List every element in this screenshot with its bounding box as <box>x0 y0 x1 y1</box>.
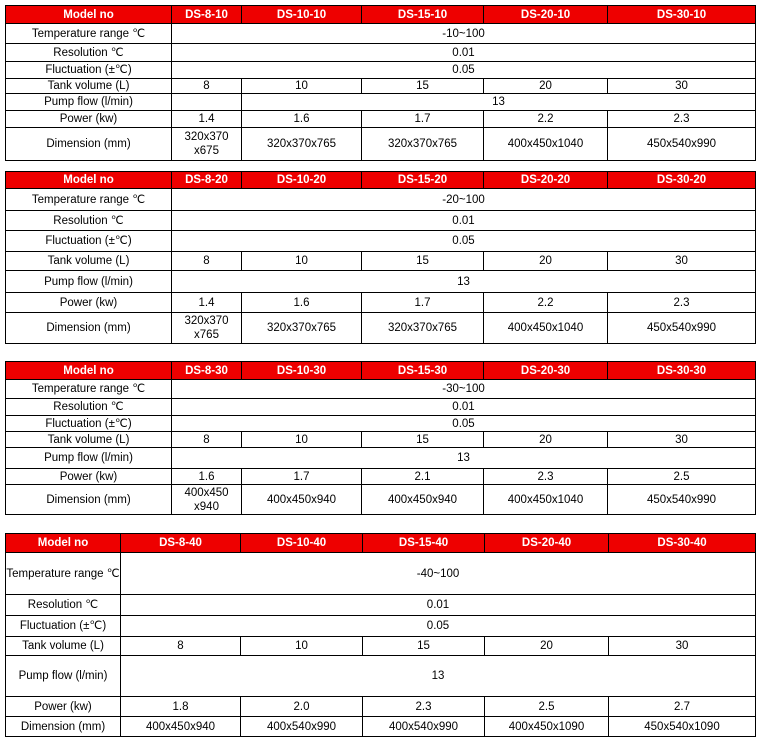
dimension-label: Dimension (mm) <box>6 128 172 161</box>
model-cell: DS-8-40 <box>121 534 241 553</box>
model-no-label: Model no <box>6 362 172 380</box>
tank-value: 30 <box>608 252 756 271</box>
model-cell: DS-15-30 <box>362 362 484 380</box>
resolution-value: 0.01 <box>172 211 756 231</box>
dimension-value: 400x450x940 <box>121 717 241 737</box>
fluctuation-row <box>6 62 756 79</box>
tank-value: 15 <box>362 432 484 448</box>
power-value: 2.5 <box>485 697 609 717</box>
model-cell: DS-10-30 <box>242 362 362 380</box>
dimension-value: 400x450x940 <box>362 485 484 515</box>
resolution-row <box>6 595 756 616</box>
model-cell: DS-8-10 <box>172 6 242 24</box>
model-cell: DS-30-30 <box>608 362 756 380</box>
power-value: 1.4 <box>172 111 242 128</box>
fluctuation-row <box>6 616 756 637</box>
power-value: 1.7 <box>362 111 484 128</box>
fluctuation-label: Fluctuation (±℃) <box>6 231 172 252</box>
dimension-value: 320x370x765 <box>362 128 484 161</box>
resolution-value: 0.01 <box>121 595 756 616</box>
pump-value: 13 <box>172 448 756 469</box>
resolution-label: Resolution ℃ <box>6 595 121 616</box>
tank-value: 20 <box>484 79 608 94</box>
temperature-value: -30~100 <box>172 380 756 399</box>
power-value: 2.2 <box>484 111 608 128</box>
dimension-value: 400x540x990 <box>363 717 485 737</box>
tank-value: 15 <box>362 79 484 94</box>
temperature-label: Temperature range ℃ <box>6 380 172 399</box>
tank-value: 8 <box>172 432 242 448</box>
dimension-value: 400x450x1040 <box>484 485 608 515</box>
temperature-label: Temperature range ℃ <box>6 24 172 44</box>
temperature-value: -20~100 <box>172 189 756 211</box>
power-value: 2.2 <box>484 293 608 313</box>
power-value: 2.0 <box>241 697 363 717</box>
temperature-row <box>6 380 756 399</box>
tank-value: 10 <box>242 432 362 448</box>
pump-row <box>6 271 756 293</box>
pump-label: Pump flow (l/min) <box>6 448 172 469</box>
power-value: 1.6 <box>172 469 242 485</box>
resolution-label: Resolution ℃ <box>6 211 172 231</box>
dimension-label: Dimension (mm) <box>6 313 172 344</box>
dimension-value: 320x370 x765 <box>172 313 242 344</box>
model-cell: DS-20-30 <box>484 362 608 380</box>
power-value: 2.5 <box>608 469 756 485</box>
power-value: 2.3 <box>608 293 756 313</box>
power-value: 2.1 <box>362 469 484 485</box>
power-row <box>6 697 756 717</box>
tank-value: 30 <box>609 637 756 656</box>
fluctuation-value: 0.05 <box>172 416 756 432</box>
dimension-value: 320x370 x675 <box>172 128 242 161</box>
dimension-value: 450x540x990 <box>608 128 756 161</box>
tank-value: 15 <box>363 637 485 656</box>
model-cell: DS-15-20 <box>362 172 484 189</box>
power-value: 1.7 <box>362 293 484 313</box>
resolution-value: 0.01 <box>172 44 756 62</box>
tank-value: 30 <box>608 432 756 448</box>
pump-row <box>6 94 756 111</box>
pump-value: 13 <box>242 94 756 111</box>
dimension-value: 320x370x765 <box>242 313 362 344</box>
pump-label: Pump flow (l/min) <box>6 656 121 697</box>
power-label: Power (kw) <box>6 111 172 128</box>
fluctuation-value: 0.05 <box>172 231 756 252</box>
pump-value: 13 <box>172 271 756 293</box>
fluctuation-value: 0.05 <box>172 62 756 79</box>
dimension-value: 450x540x990 <box>608 485 756 515</box>
temperature-label: Temperature range ℃ <box>6 189 172 211</box>
model-cell: DS-30-40 <box>609 534 756 553</box>
temperature-value: -40~100 <box>121 553 756 595</box>
power-value: 1.6 <box>242 111 362 128</box>
header-row <box>6 362 756 380</box>
tank-label: Tank volume (L) <box>6 252 172 271</box>
model-cell: DS-10-20 <box>242 172 362 189</box>
power-value: 2.3 <box>608 111 756 128</box>
tank-value: 30 <box>608 79 756 94</box>
dimension-value: 400x450x1040 <box>484 313 608 344</box>
power-label: Power (kw) <box>6 697 121 717</box>
model-cell: DS-15-10 <box>362 6 484 24</box>
model-no-label: Model no <box>6 6 172 24</box>
model-cell: DS-30-20 <box>608 172 756 189</box>
fluctuation-row <box>6 231 756 252</box>
resolution-label: Resolution ℃ <box>6 44 172 62</box>
fluctuation-label: Fluctuation (±℃) <box>6 416 172 432</box>
power-label: Power (kw) <box>6 293 172 313</box>
power-row <box>6 469 756 485</box>
pump-row <box>6 656 756 697</box>
dimension-row <box>6 717 756 737</box>
model-cell: DS-8-30 <box>172 362 242 380</box>
dimension-value: 400x540x990 <box>241 717 363 737</box>
resolution-value: 0.01 <box>172 399 756 416</box>
spec-table-ds-30 <box>5 361 756 515</box>
fluctuation-label: Fluctuation (±℃) <box>6 62 172 79</box>
temperature-label: Temperature range ℃ <box>6 553 121 595</box>
header-row <box>6 172 756 189</box>
model-cell: DS-30-10 <box>608 6 756 24</box>
dimension-value: 450x540x1090 <box>609 717 756 737</box>
power-label: Power (kw) <box>6 469 172 485</box>
power-value: 2.3 <box>363 697 485 717</box>
resolution-row <box>6 399 756 416</box>
resolution-label: Resolution ℃ <box>6 399 172 416</box>
tank-row <box>6 637 756 656</box>
tank-value: 15 <box>362 252 484 271</box>
tank-value: 20 <box>485 637 609 656</box>
tank-label: Tank volume (L) <box>6 79 172 94</box>
temperature-value: -10~100 <box>172 24 756 44</box>
model-no-label: Model no <box>6 172 172 189</box>
dimension-value: 400x450x1040 <box>484 128 608 161</box>
header-row <box>6 534 756 553</box>
tank-row <box>6 252 756 271</box>
power-value: 1.8 <box>121 697 241 717</box>
power-value: 2.3 <box>484 469 608 485</box>
tank-value: 8 <box>172 79 242 94</box>
model-no-label: Model no <box>6 534 121 553</box>
dimension-value: 320x370x765 <box>362 313 484 344</box>
fluctuation-row <box>6 416 756 432</box>
model-cell: DS-20-20 <box>484 172 608 189</box>
model-cell: DS-10-40 <box>241 534 363 553</box>
tank-row <box>6 79 756 94</box>
tank-value: 20 <box>484 252 608 271</box>
dimension-label: Dimension (mm) <box>6 717 121 737</box>
tank-value: 8 <box>172 252 242 271</box>
pump-row <box>6 448 756 469</box>
pump-label: Pump flow (l/min) <box>6 271 172 293</box>
tank-value: 10 <box>242 252 362 271</box>
model-cell: DS-10-10 <box>242 6 362 24</box>
dimension-value: 400x450x1090 <box>485 717 609 737</box>
header-row <box>6 6 756 24</box>
power-row <box>6 293 756 313</box>
dimension-value: 320x370x765 <box>242 128 362 161</box>
temperature-row <box>6 189 756 211</box>
power-value: 2.7 <box>609 697 756 717</box>
spec-table-ds-20 <box>5 171 756 344</box>
dimension-value: 450x540x990 <box>608 313 756 344</box>
pump-value: 13 <box>121 656 756 697</box>
fluctuation-value: 0.05 <box>121 616 756 637</box>
tank-value: 8 <box>121 637 241 656</box>
tank-row <box>6 432 756 448</box>
power-value: 1.4 <box>172 293 242 313</box>
pump-label: Pump flow (l/min) <box>6 94 172 111</box>
power-row <box>6 111 756 128</box>
dimension-value: 400x450x940 <box>242 485 362 515</box>
tank-value: 10 <box>242 79 362 94</box>
power-value: 1.6 <box>242 293 362 313</box>
dimension-row <box>6 313 756 344</box>
dimension-value: 400x450 x940 <box>172 485 242 515</box>
model-cell: DS-20-40 <box>485 534 609 553</box>
tank-value: 20 <box>484 432 608 448</box>
dimension-row <box>6 128 756 161</box>
resolution-row <box>6 211 756 231</box>
dimension-label: Dimension (mm) <box>6 485 172 515</box>
fluctuation-label: Fluctuation (±℃) <box>6 616 121 637</box>
tank-label: Tank volume (L) <box>6 637 121 656</box>
tank-value: 10 <box>241 637 363 656</box>
tank-label: Tank volume (L) <box>6 432 172 448</box>
dimension-row <box>6 485 756 515</box>
model-cell: DS-15-40 <box>363 534 485 553</box>
temperature-row <box>6 24 756 44</box>
spec-table-ds-40 <box>5 533 756 737</box>
temperature-row <box>6 553 756 595</box>
spec-table-ds-10 <box>5 5 756 161</box>
resolution-row <box>6 44 756 62</box>
model-cell: DS-8-20 <box>172 172 242 189</box>
model-cell: DS-20-10 <box>484 6 608 24</box>
power-value: 1.7 <box>242 469 362 485</box>
